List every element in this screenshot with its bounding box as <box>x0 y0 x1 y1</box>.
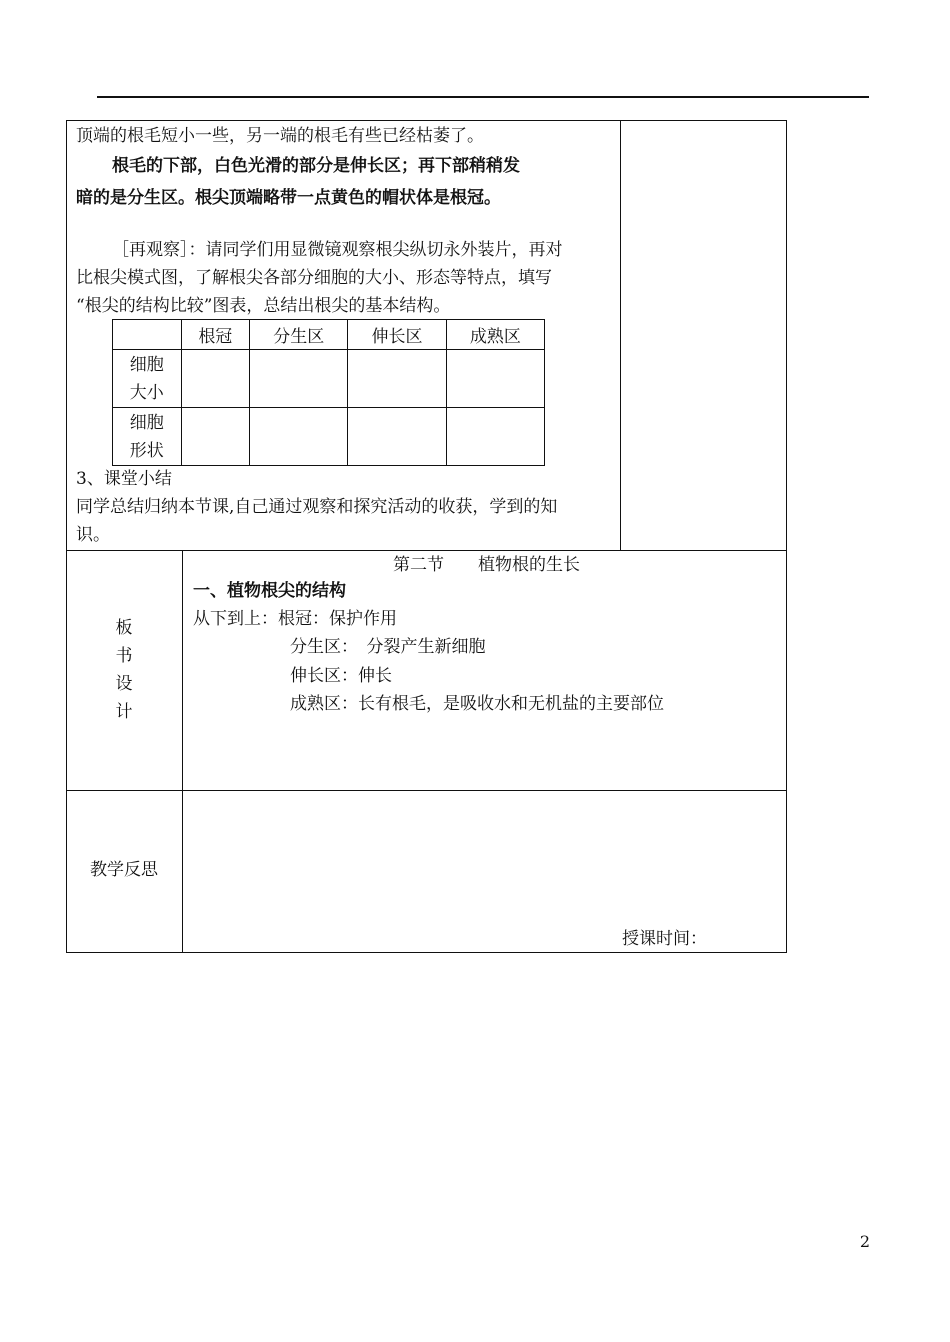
board-label-char: 设 <box>115 674 133 694</box>
table-border-left <box>66 120 67 953</box>
continuation-bold-line2: 暗的是分生区。根尖顶端略带一点黄色的帽状体是根冠。 <box>76 188 501 208</box>
header-rule <box>97 96 869 98</box>
compare-cell <box>181 350 250 408</box>
board-section-title: 第二节 植物根的生长 <box>393 555 580 575</box>
summary-line1: 同学总结归纳本节课,自己通过观察和探究活动的收获，学到的知 <box>76 497 558 517</box>
class-time-label: 授课时间： <box>622 929 707 949</box>
board-line1: 从下到上：根冠：保护作用 <box>193 609 397 629</box>
board-label-char: 板 <box>115 618 133 638</box>
observe-line1: ［再观察］：请同学们用显微镜观察根尖纵切永外装片，再对 <box>112 240 563 260</box>
compare-row-label <box>113 408 182 466</box>
page-number: 2 <box>859 1232 870 1251</box>
table-divider-top-right <box>620 120 621 551</box>
table-border-top <box>66 120 787 121</box>
compare-cell <box>181 408 250 466</box>
continuation-line1: 顶端的根毛短小一些，另一端的根毛有些已经枯萎了。 <box>76 126 484 146</box>
table-row <box>113 350 545 408</box>
compare-header-elongation: 伸长区 <box>348 320 446 350</box>
row-label-line2: 大小 <box>129 382 164 403</box>
table-row <box>113 408 545 466</box>
row-label-line2: 形状 <box>129 440 164 461</box>
compare-cell <box>348 350 446 408</box>
summary-heading: 3、课堂小结 <box>76 469 172 489</box>
compare-header-blank <box>113 320 182 350</box>
observe-line2: 比根尖模式图，了解根尖各部分细胞的大小、形态等特点，填写 <box>76 268 552 288</box>
observe-line3: “根尖的结构比较”图表，总结出根尖的基本结构。 <box>76 296 451 316</box>
board-line4: 成熟区：长有根毛，是吸收水和无机盐的主要部位 <box>290 694 664 714</box>
board-design-label <box>66 614 182 726</box>
compare-header-meristem: 分生区 <box>250 320 348 350</box>
compare-cell <box>250 350 348 408</box>
continuation-bold-line1: 根毛的下部，白色光滑的部分是伸长区；再下部稍稍发 <box>112 156 520 176</box>
table-border-right <box>786 120 787 953</box>
compare-cell <box>348 408 446 466</box>
compare-header-root-cap: 根冠 <box>181 320 250 350</box>
summary-line2: 识。 <box>76 525 110 545</box>
row-label-line1: 细胞 <box>129 354 164 375</box>
compare-cell <box>250 408 348 466</box>
board-label-char: 书 <box>115 646 133 666</box>
reflection-label: 教学反思 <box>90 860 158 880</box>
board-subheading: 一、植物根尖的结构 <box>193 581 346 601</box>
compare-cell <box>446 408 544 466</box>
compare-row-label <box>113 350 182 408</box>
root-tip-compare-table <box>112 319 545 466</box>
compare-header-maturation: 成熟区 <box>446 320 544 350</box>
compare-cell <box>446 350 544 408</box>
table-divider-label-col <box>182 550 183 953</box>
board-line3: 伸长区：伸长 <box>290 666 392 686</box>
row-label-line1: 细胞 <box>129 412 164 433</box>
table-border-row2 <box>66 790 787 791</box>
board-label-char: 计 <box>115 702 133 722</box>
board-line2: 分生区： 分裂产生新细胞 <box>290 637 486 657</box>
